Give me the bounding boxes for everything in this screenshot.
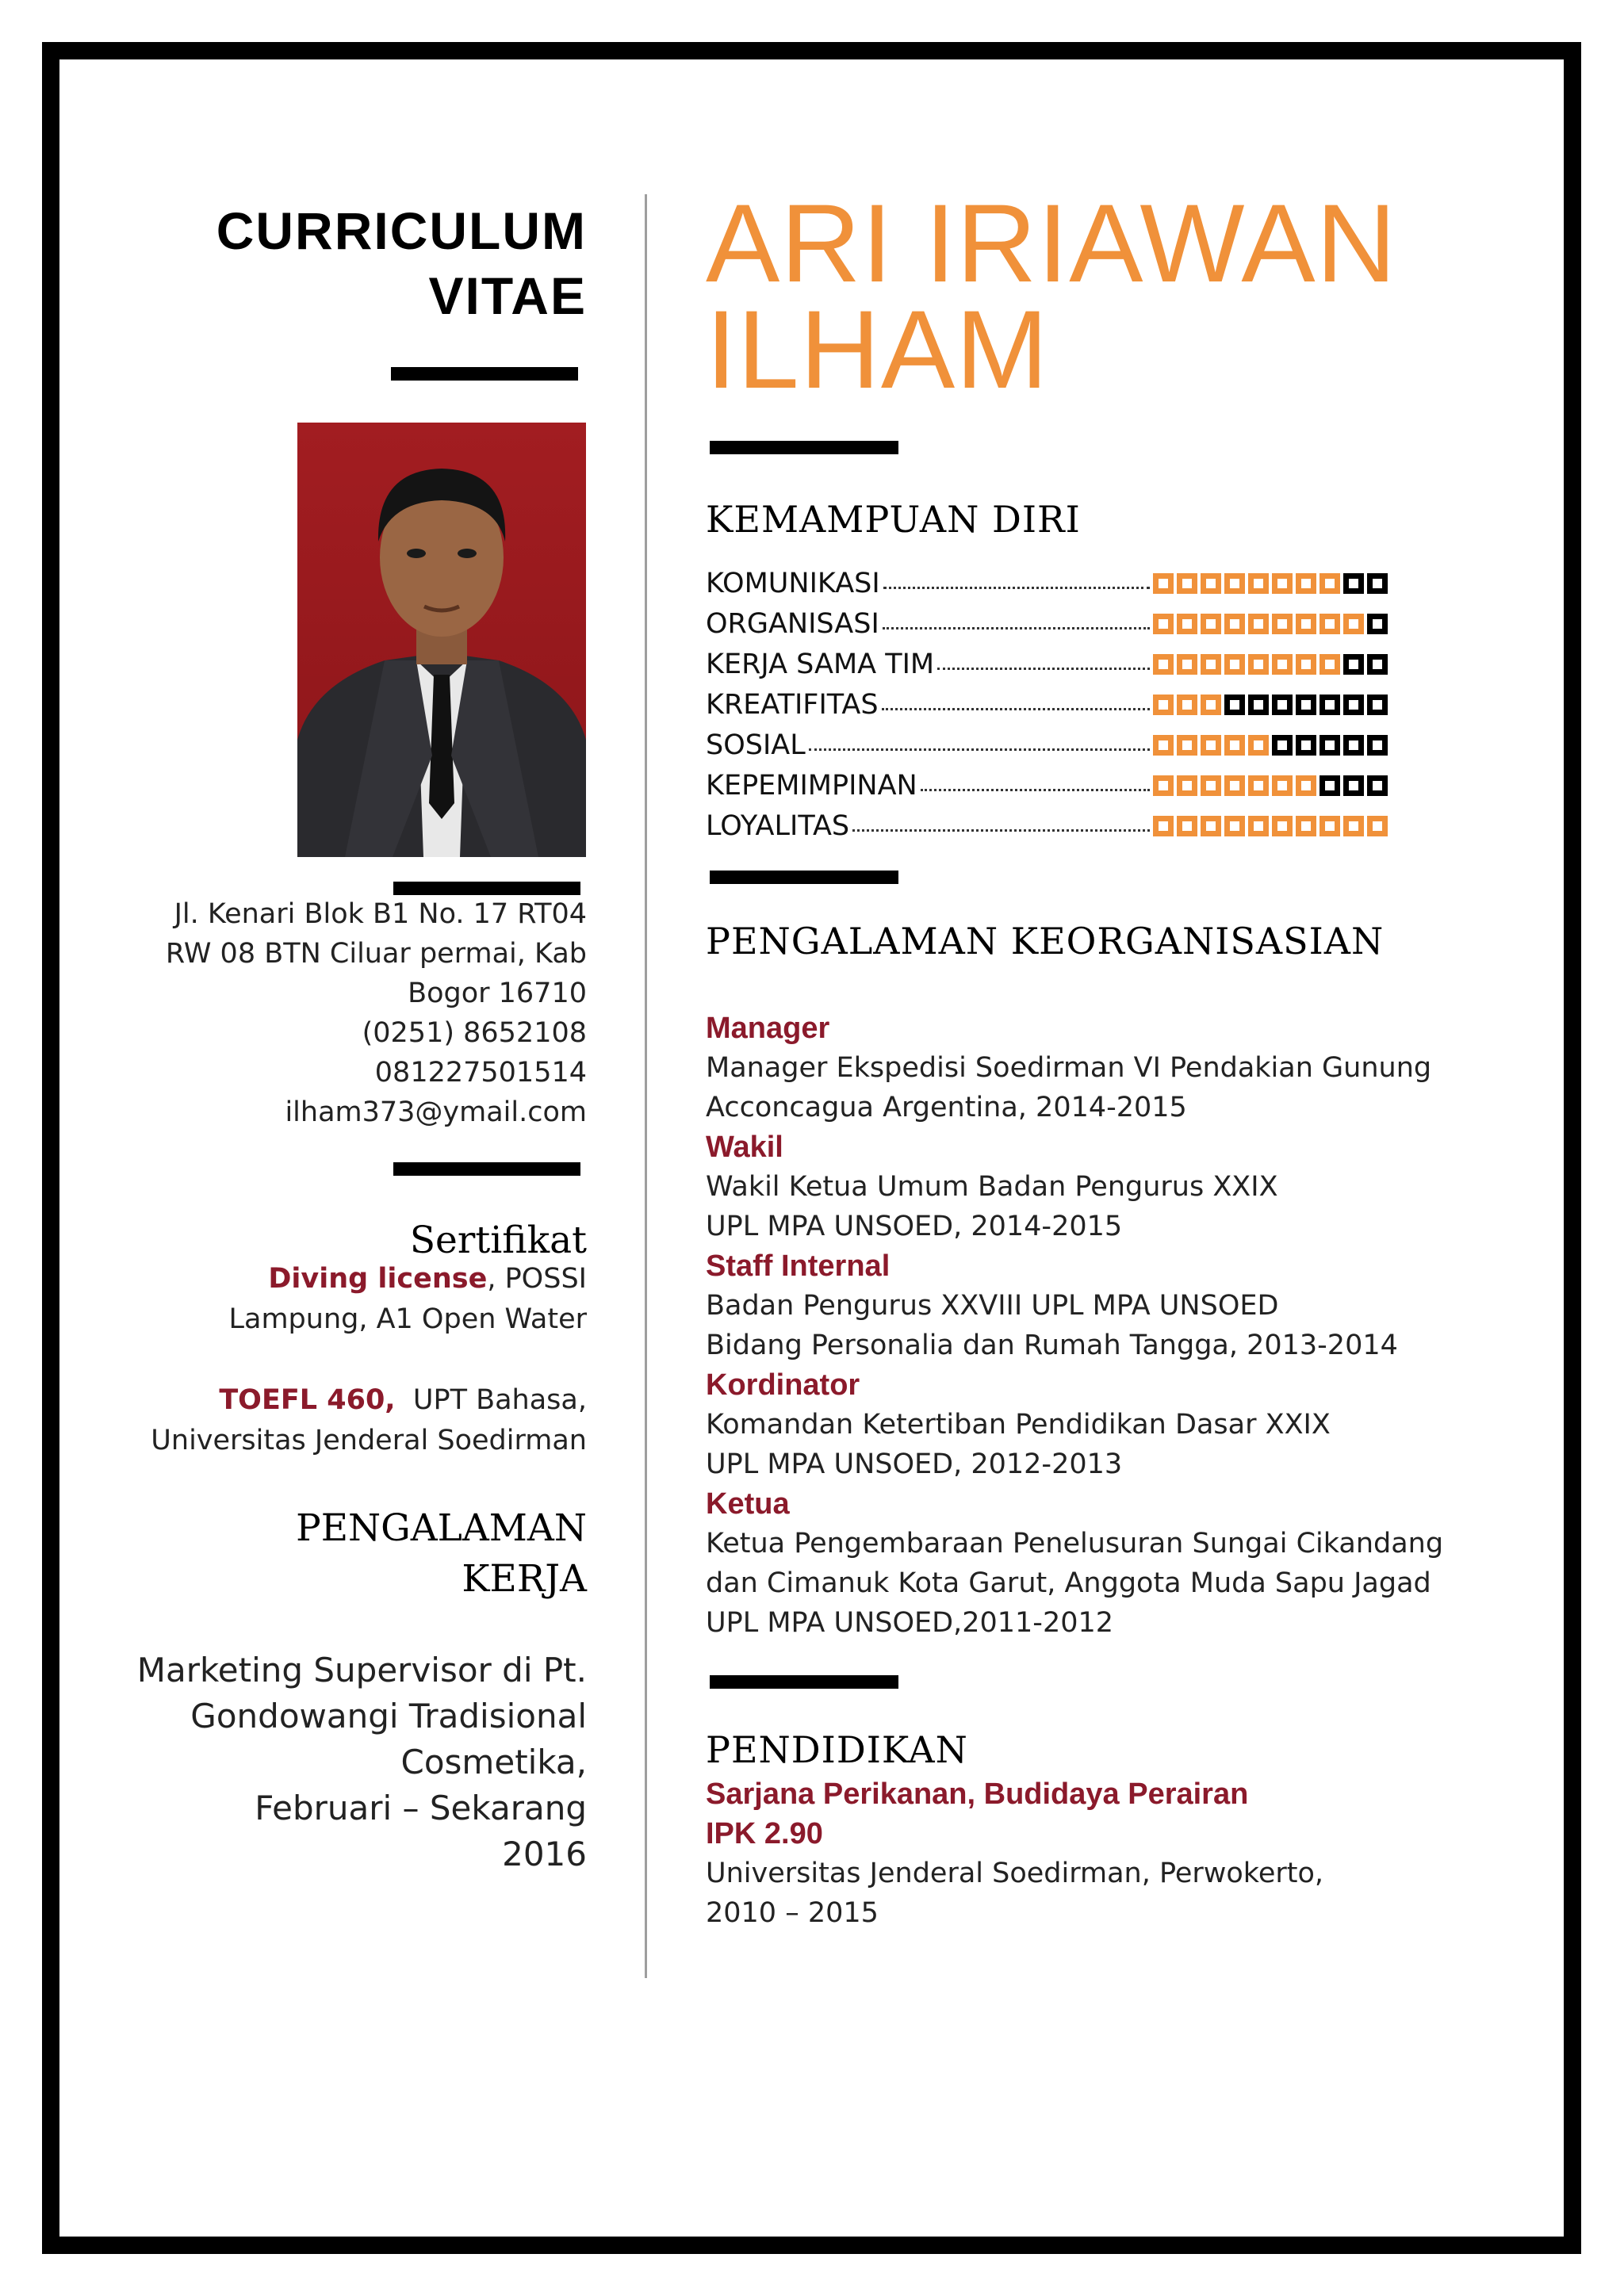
skill-label: KREATIFITAS [706, 688, 879, 721]
rating-square-filled [1320, 573, 1340, 594]
rating-square-empty [1343, 654, 1364, 675]
rating-square-filled [1320, 816, 1340, 836]
rating-square-filled [1367, 816, 1388, 836]
rating-square-filled [1248, 573, 1269, 594]
rating-square-filled [1224, 775, 1245, 796]
rating-square-filled [1224, 816, 1245, 836]
skill-label: ORGANISASI [706, 607, 879, 640]
dot-leader [883, 627, 1150, 629]
rating-square-filled [1153, 735, 1174, 756]
rating-square-filled [1272, 775, 1293, 796]
rating-square-filled [1272, 614, 1293, 634]
org-description: Ketua Pengembaraan Penelusuran Sungai Cikandang dan Cimanuk Kota Garut, Anggota Muda Sapu Jagad UPL MPA UNSOED,2011-2012 [706, 1528, 1444, 1639]
certificate-detail: Lampung, A1 Open Water [228, 1303, 587, 1335]
rating-square-filled [1177, 573, 1197, 594]
skill-label: KOMUNIKASI [706, 567, 880, 599]
rating-square-filled [1224, 735, 1245, 756]
rating-square-filled [1177, 735, 1197, 756]
org-role: Kordinator [706, 1368, 860, 1402]
dot-leader [883, 587, 1150, 589]
rating-square-filled [1296, 614, 1316, 634]
skill-row [706, 684, 1388, 725]
skill-row [706, 765, 1388, 806]
skill-rating [1153, 695, 1388, 715]
title-underline [391, 367, 578, 381]
education-block [706, 1774, 1546, 1933]
rating-square-filled [1248, 816, 1269, 836]
org-role: Wakil [706, 1131, 783, 1164]
rating-square-empty [1343, 573, 1364, 594]
certificates-list [79, 1259, 587, 1461]
rating-square-filled [1320, 614, 1340, 634]
rating-square-filled [1224, 573, 1245, 594]
skill-row [706, 806, 1388, 846]
contact-underline [393, 1162, 580, 1176]
rating-square-filled [1343, 614, 1364, 634]
org-description: Wakil Ketua Umum Badan Pengurus XXIX UPL MPA UNSOED, 2014-2015 [706, 1171, 1278, 1242]
rating-square-filled [1296, 775, 1316, 796]
dot-leader [921, 789, 1150, 791]
rating-square-filled [1153, 573, 1174, 594]
rating-square-filled [1248, 735, 1269, 756]
photo-underline [393, 882, 580, 895]
person-name: ARI IRIAWAN ILHAM [706, 181, 1397, 411]
certificate-issuer: , POSSI [487, 1263, 587, 1295]
rating-square-empty [1248, 695, 1269, 715]
rating-square-empty [1343, 735, 1364, 756]
education-heading: PENDIDIKAN [706, 1728, 968, 1771]
rating-square-filled [1343, 816, 1364, 836]
rating-square-empty [1367, 654, 1388, 675]
rating-square-empty [1296, 695, 1316, 715]
rating-square-filled [1177, 775, 1197, 796]
email-address: ilham373@ymail.com [285, 1096, 587, 1128]
rating-square-filled [1296, 573, 1316, 594]
dot-leader [937, 668, 1150, 670]
skill-row [706, 644, 1388, 684]
rating-square-filled [1153, 775, 1174, 796]
rating-square-filled [1201, 775, 1221, 796]
education-degree: Sarjana Perikanan, Budidaya Perairan [706, 1777, 1249, 1811]
rating-square-filled [1272, 573, 1293, 594]
rating-square-filled [1201, 614, 1221, 634]
skill-rating [1153, 573, 1388, 594]
rating-square-filled [1177, 654, 1197, 675]
education-institution: Universitas Jenderal Soedirman, Perwokerto, 2010 – 2015 [706, 1858, 1324, 1929]
skills-list [706, 563, 1388, 846]
person-portrait-icon [297, 423, 586, 857]
education-gpa: IPK 2.90 [706, 1817, 823, 1850]
rating-square-filled [1320, 654, 1340, 675]
organization-list [706, 1008, 1546, 1643]
phone-number: (0251) 8652108 [362, 1017, 587, 1049]
skill-rating [1153, 816, 1388, 836]
rating-square-filled [1153, 816, 1174, 836]
org-role: Staff Internal [706, 1249, 891, 1283]
rating-square-empty [1367, 775, 1388, 796]
rating-square-filled [1177, 816, 1197, 836]
column-divider [645, 194, 647, 1978]
rating-square-empty [1320, 735, 1340, 756]
skill-rating [1153, 614, 1388, 634]
rating-square-empty [1272, 695, 1293, 715]
skills-heading: KEMAMPUAN DIRI [706, 498, 1081, 541]
org-description: Badan Pengurus XXVIII UPL MPA UNSOED Bidang Personalia dan Rumah Tangga, 2013-2014 [706, 1290, 1398, 1361]
skills-underline [710, 871, 898, 884]
rating-square-filled [1272, 816, 1293, 836]
certificate-item [79, 1259, 587, 1299]
address-line: Bogor 16710 [408, 978, 587, 1009]
rating-square-filled [1153, 695, 1174, 715]
org-description: Manager Ekspedisi Soedirman VI Pendakian Gunung Acconcagua Argentina, 2014-2015 [706, 1052, 1432, 1123]
certificate-name: Diving license [268, 1263, 488, 1295]
certificate-item [79, 1380, 587, 1421]
skill-rating [1153, 654, 1388, 675]
mobile-number: 081227501514 [374, 1057, 587, 1089]
certificate-name: TOEFL 460, [219, 1384, 396, 1416]
certificate-issuer: UPT Bahasa, [395, 1384, 587, 1416]
rating-square-empty [1367, 573, 1388, 594]
certificates-heading: Sertifikat [409, 1219, 587, 1262]
cv-title: CURRICULUM VITAE [216, 201, 587, 325]
name-underline [710, 441, 898, 454]
rating-square-filled [1177, 695, 1197, 715]
skill-row [706, 603, 1388, 644]
rating-square-empty [1224, 695, 1245, 715]
org-role: Ketua [706, 1487, 790, 1521]
rating-square-empty [1343, 775, 1364, 796]
address-line: Jl. Kenari Blok B1 No. 17 RT04 [174, 898, 587, 930]
skill-label: KEPEMIMPINAN [706, 769, 917, 802]
rating-square-empty [1320, 775, 1340, 796]
dot-leader [809, 748, 1150, 751]
rating-square-filled [1201, 654, 1221, 675]
contact-block [143, 894, 587, 1132]
rating-square-empty [1367, 735, 1388, 756]
skill-row [706, 725, 1388, 765]
rating-square-filled [1272, 654, 1293, 675]
rating-square-filled [1224, 654, 1245, 675]
dot-leader [882, 708, 1150, 710]
skill-label: SOSIAL [706, 729, 806, 761]
skill-label: LOYALITAS [706, 809, 850, 842]
certificate-detail: Universitas Jenderal Soedirman [151, 1425, 587, 1456]
dot-leader [852, 829, 1150, 832]
rating-square-empty [1343, 695, 1364, 715]
org-description: Komandan Ketertiban Pendidikan Dasar XXIX UPL MPA UNSOED, 2012-2013 [706, 1409, 1331, 1480]
org-role: Manager [706, 1012, 830, 1045]
rating-square-empty [1296, 735, 1316, 756]
rating-square-filled [1201, 735, 1221, 756]
rating-square-empty [1272, 735, 1293, 756]
skill-rating [1153, 775, 1388, 796]
skill-label: KERJA SAMA TIM [706, 648, 935, 680]
skill-rating [1153, 735, 1388, 756]
organization-heading: PENGALAMAN KEORGANISASIAN [706, 920, 1385, 962]
skill-row [706, 563, 1388, 603]
rating-square-filled [1201, 816, 1221, 836]
profile-photo [297, 423, 586, 857]
address-line: RW 08 BTN Ciluar permai, Kab [165, 938, 587, 970]
rating-square-filled [1248, 654, 1269, 675]
rating-square-filled [1296, 654, 1316, 675]
work-heading: PENGALAMAN KERJA [296, 1506, 587, 1601]
organization-underline [710, 1675, 898, 1689]
rating-square-filled [1248, 614, 1269, 634]
rating-square-empty [1320, 695, 1340, 715]
rating-square-filled [1296, 816, 1316, 836]
rating-square-empty [1367, 614, 1388, 634]
rating-square-filled [1224, 614, 1245, 634]
rating-square-filled [1248, 775, 1269, 796]
rating-square-filled [1177, 614, 1197, 634]
rating-square-filled [1153, 614, 1174, 634]
rating-square-filled [1153, 654, 1174, 675]
rating-square-empty [1367, 695, 1388, 715]
rating-square-filled [1201, 573, 1221, 594]
work-experience: Marketing Supervisor di Pt. Gondowangi Tradisional Cosmetika, Februari – Sekarang 2016 [136, 1651, 587, 1873]
rating-square-filled [1201, 695, 1221, 715]
